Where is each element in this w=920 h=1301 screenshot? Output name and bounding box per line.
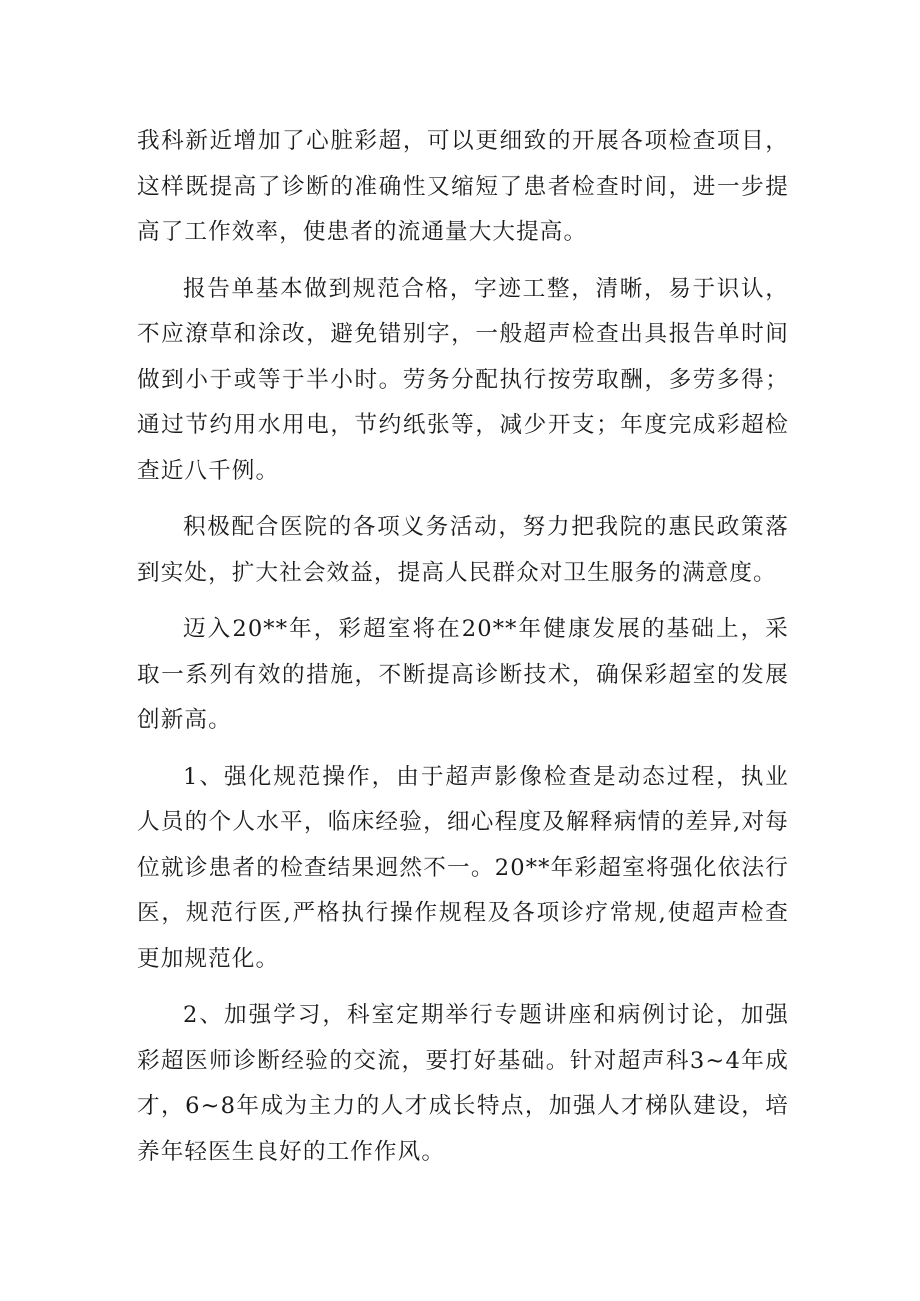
paragraph-new-year-plan: 迈入20**年，彩超室将在20**年健康发展的基础上，采取一系列有效的措施，不断提高诊断技术，确保彩超室的发展创新高。 (137, 616, 789, 733)
paragraph-continuation: 我科新近增加了心脏彩超，可以更细致的开展各项检查项目，这样既提高了诊断的准确性又缩短了患者检查时间，进一步提高了工作效率，使患者的流通量大大提高。 (137, 128, 789, 245)
document-body (137, 119, 789, 1186)
paragraph-hospital-activities: 积极配合医院的各项义务活动，努力把我院的惠民政策落到实处，扩大社会效益，提高人民群众对卫生服务的满意度。 (137, 514, 789, 586)
paragraph-item-2: 2、加强学习，科室定期举行专题讲座和病例讨论，加强彩超医师诊断经验的交流，要打好基础。针对超声科3~4年成才，6~8年成为主力的人才成长特点，加强人才梯队建设，培养年轻医生良好的工作作风。 (137, 1002, 789, 1165)
paragraph-item-1: 1、强化规范操作，由于超声影像检查是动态过程，执业人员的个人水平，临床经验，细心程度及解释病情的差异,对每位就诊患者的检查结果迥然不一。20**年彩超室将强化依法行医，规范行医,严格执行操作规程及各项诊疗常规,使超声检查更加规范化。 (137, 763, 789, 972)
paragraph-report-standards: 报告单基本做到规范合格，字迹工整，清晰，易于识认，不应潦草和涂改，避免错别字，一般超声检查出具报告单时间做到小于或等于半小时。劳务分配执行按劳取酬，多劳多得；通过节约用水用电，节约纸张等，减少开支；年度完成彩超检查近八千例。 (137, 275, 789, 484)
